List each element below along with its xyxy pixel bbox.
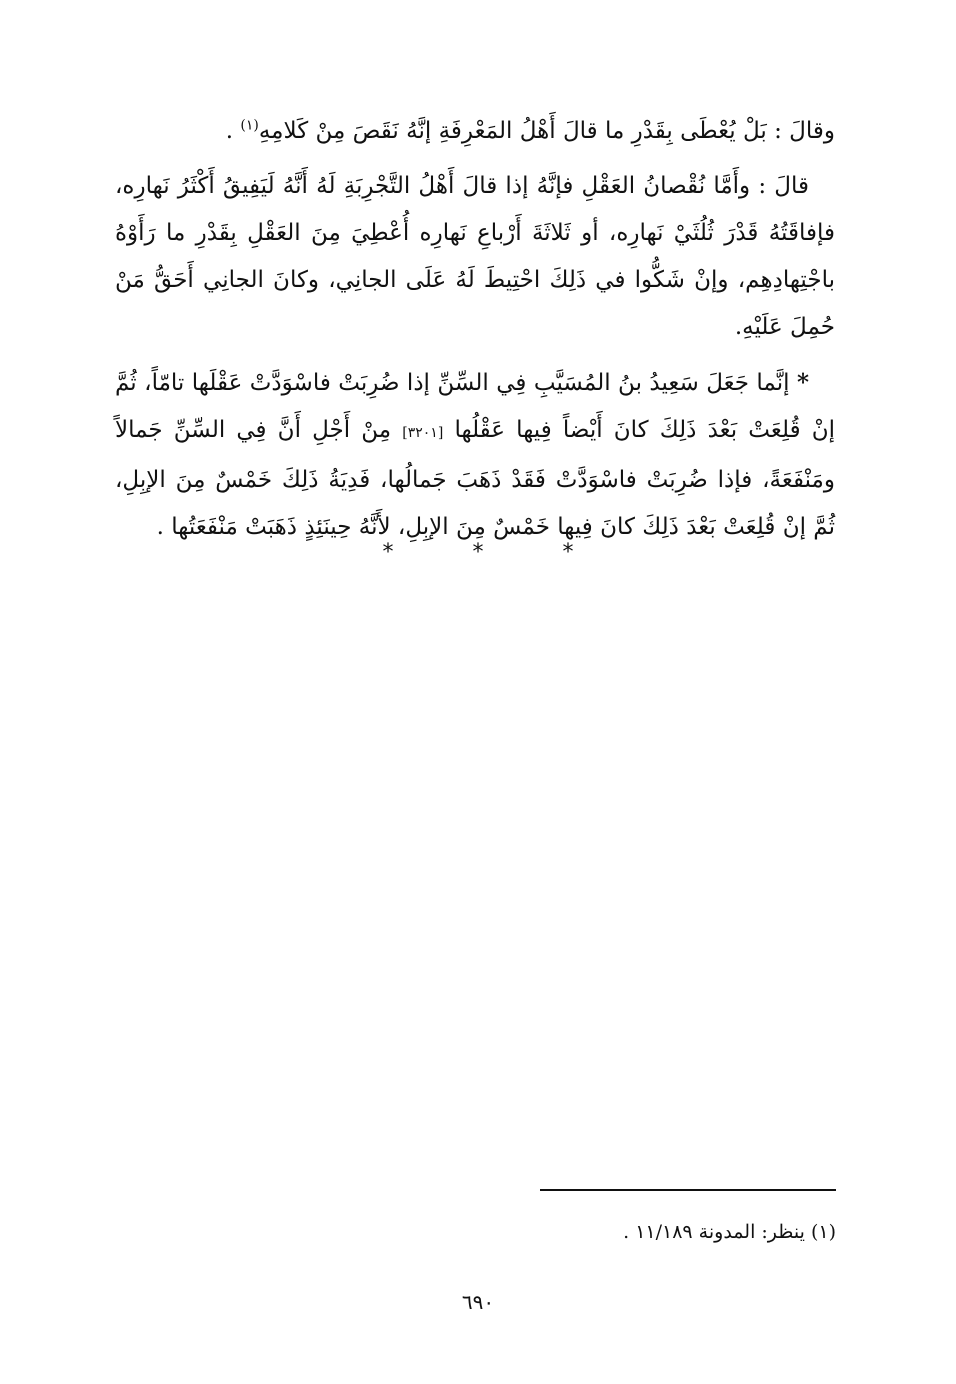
footnote-text: ينظر: المدونة ١١/١٨٩ . xyxy=(623,1221,805,1243)
paragraph-1 xyxy=(115,108,835,155)
paragraph-1-text: وقالَ : بَلْ يُعْطَى بِقَدْرِ ما قالَ أَهْلُ المَعْرِفَةِ إنَّهُ نَقَصَ مِنْ كَلامِهِ xyxy=(258,118,835,144)
paragraph-1-end: . xyxy=(225,118,241,144)
footnote-divider xyxy=(540,1189,836,1191)
paragraph-marker: * xyxy=(796,369,809,396)
section-separator: * * * xyxy=(382,540,610,565)
footnote-reference[interactable]: (١) xyxy=(240,117,259,134)
footnote-number: (١) xyxy=(810,1221,836,1243)
paragraph-3-text-b: مِنْ أَجْلِ أَنَّ فِي السِّنِّ جَمالاً ومَنْفَعَةً، فإذا ضُرِبَتْ فاسْوَدَّتْ فَقَدْ ذَهَبَ جَمالُها، فَدِيَةُ ذَلِكَ خَمْسٌ مِنَ الإبِلِ، ثُمَّ إنْ قُلِعَتْ بَعْدَ ذَلِكَ كانَ فِيها خَمْسٌ مِنَ الإبِلِ، لأَنَّهُ حِينَئِذٍ ذَهَبَتْ مَنْفَعَتُها . xyxy=(115,417,835,540)
page-number: ٦٩٠ xyxy=(461,1290,495,1314)
paragraph-3-text-a: إنَّما جَعَلَ سَعِيدُ بنُ المُسَيَّبِ فِي السِّنِّ إذا ضُرِبَتْ فاسْوَدَّتْ عَقْلَها تامّاً، ثُمَّ إنْ قُلِعَتْ بَعْدَ ذَلِكَ كانَ أَيْضاً فِيها عَقْلُها xyxy=(115,370,836,443)
paragraph-2 xyxy=(115,163,835,351)
paragraph-3 xyxy=(115,359,835,551)
paragraph-2-text: قالَ : وأَمَّا نُقْصانُ العَقْلِ فإنَّهُ إذا قالَ أَهْلُ التَّجْرِبَةِ لَهُ أَنَّهُ لَيَفِيقُ أَكْثَرُ نَهارِه، فإفاقَتُهُ قَدْرَ ثُلُثَيْ نَهارِه، أو ثَلاثَةَ أَرْباعِ نَهارِه أُعْطِيَ مِنَ العَقْلِ بِقَدْرِ ما رَأَوْهُ باجْتِهادِهِم، وإنْ شَكُّوا في ذَلِكَ احْتِيطَ لَهُ عَلَى الجانِي، وكانَ الجانِي أَحَقُّ مَنْ حُمِلَ عَلَيْهِ. xyxy=(115,173,835,340)
body-text xyxy=(115,108,835,559)
manuscript-page-reference: [٣٢٠١] xyxy=(402,425,444,441)
footnote xyxy=(623,1218,836,1246)
